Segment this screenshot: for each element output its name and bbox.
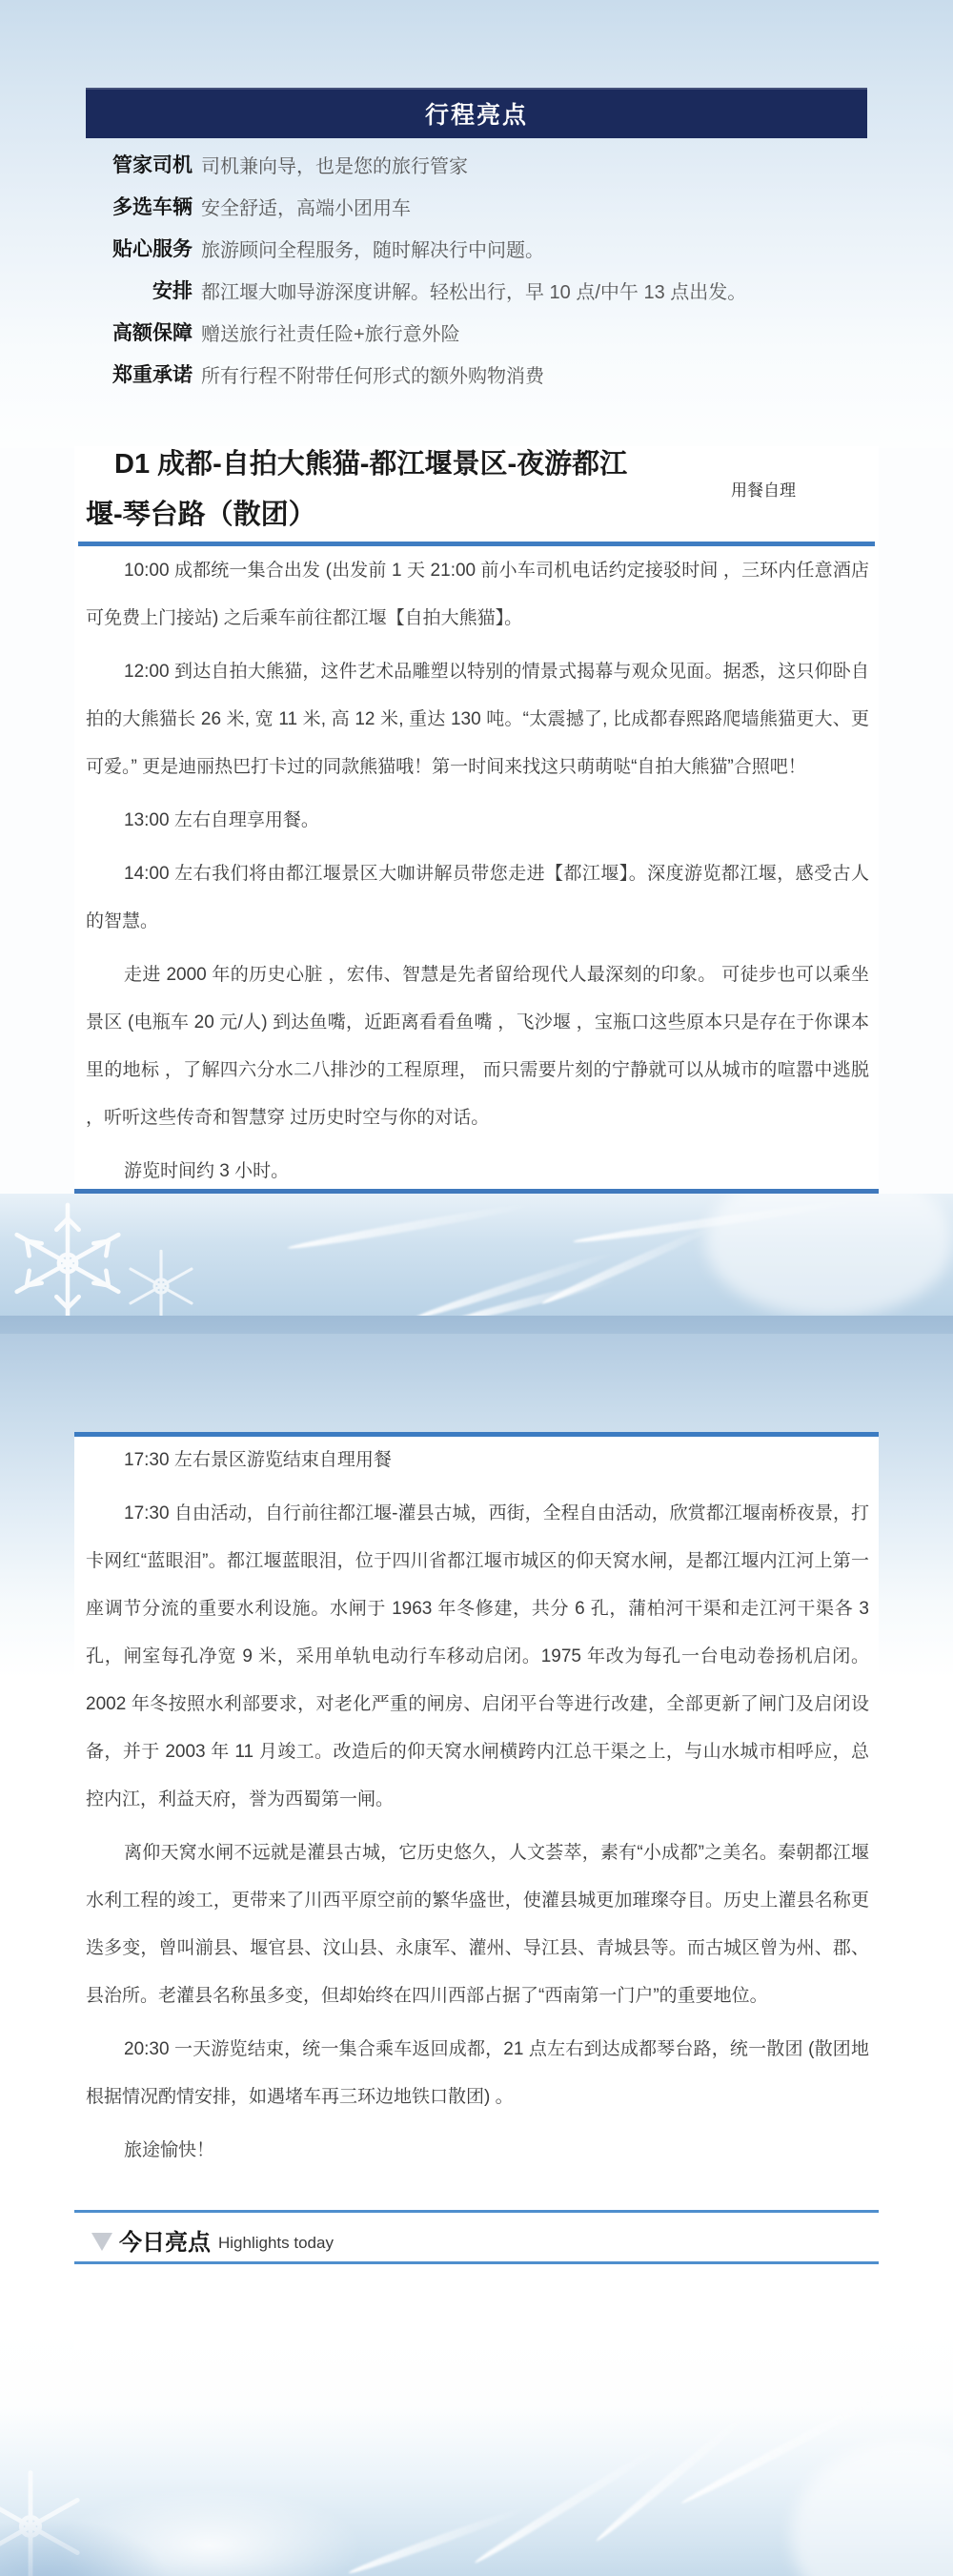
itinerary-paragraph: 游览时间约 3 小时。 xyxy=(124,1161,290,1181)
frost-feather xyxy=(347,2504,529,2576)
meal-note: 用餐自理 xyxy=(731,481,796,500)
banner-title: 行程亮点 xyxy=(424,101,528,129)
itinerary-paragraph: 13:00 左右自理享用餐。 xyxy=(124,810,319,830)
highlight-label: 管家司机 xyxy=(112,154,193,176)
highlight-row xyxy=(0,269,953,311)
highlight-desc: 赠送旅行社责任险+旅行意外险 xyxy=(201,323,460,345)
highlight-desc: 旅游顾问全程服务，随时解决行中问题。 xyxy=(201,239,544,261)
itinerary-paragraph: 10:00 成都统一集合出发 (出发前 1 天 21:00 前小车司机电话约定接驳时间 ，三环内任意酒店可免费上门接站) 之后乘车前往都江堰【自拍大熊猫】。 xyxy=(86,561,869,628)
snowflake-icon xyxy=(124,1249,198,1318)
snowflake-icon xyxy=(6,1201,130,1318)
triangle-down-icon xyxy=(91,2233,112,2251)
itinerary-paragraph: 离仰天窝水闸不远就是灌县古城，它历史悠久，人文荟萃，素有“小成都”之美名。秦朝都江堰水利工程的竣工，更带来了川西平原空前的繁华盛世，使灌县城更加璀璨夺目。历史上灌县名称更迭多变，曾叫湔县、堰官县、汶山县、永康军、灌州、导江县、青城县等。而古城区曾为州、郡、县治所。老灌县名称虽多变，但却始终在四川西部占据了“西南第一门户”的重要地位。 xyxy=(86,1843,869,2006)
frost-feather xyxy=(287,1200,533,1252)
page-divider-strip xyxy=(0,1316,953,1334)
today-highlights-top-line xyxy=(74,2210,879,2213)
day1-title xyxy=(86,440,753,541)
day1-title-line1: D1 成都-自拍大熊猫-都江堰景区-夜游都江 xyxy=(114,449,628,480)
day1-daytime-paragraphs xyxy=(86,547,869,1201)
frost-patch xyxy=(791,2441,953,2576)
highlights-list xyxy=(0,143,953,395)
highlight-label: 高额保障 xyxy=(112,322,193,344)
itinerary-paragraph: 17:30 左右景区游览结束自理用餐 xyxy=(124,1450,392,1470)
bottom-frost-band xyxy=(0,2326,953,2576)
highlight-desc: 安全舒适，高端小团用车 xyxy=(201,197,411,219)
highlight-label: 多选车辆 xyxy=(112,196,193,218)
itinerary-paragraph: 20:30 一天游览结束，统一集合乘车返回成都，21 点左右到达成都琴台路，统一散团 (散团地根据情况酌情安排，如遇堵车再三环边地铁口散团) 。 xyxy=(86,2039,869,2107)
day1-title-line2: 堰-琴台路（散团） xyxy=(86,500,316,530)
day1-evening-paragraphs xyxy=(86,1437,869,2180)
itinerary-paragraph: 走进 2000 年的历史心脏 ，宏伟、智慧是先者留给现代人最深刻的印象。 可徒步也可以乘坐景区 (电瓶车 20 元/人) 到达鱼嘴，近距离看看鱼嘴 ，飞沙堰 ，宝瓶口这些原本只是存在于你课本里的地标 ，了解四六分水二八排沙的工程原理， 而只需要片刻的宁静就可以从城市的喧嚣中逃脱 ，听听这些传奇和智慧穿 过历史时空与你的对话。 xyxy=(86,965,869,1128)
frost-band xyxy=(0,1194,953,1318)
farewell-text: 旅途愉快！ xyxy=(124,2140,215,2160)
highlight-desc: 司机兼向导，也是您的旅行管家 xyxy=(201,155,468,177)
today-highlights-header xyxy=(91,2223,334,2257)
itinerary-paragraph: 17:30 自由活动，自行前往都江堰-灌县古城，西街，全程自由活动，欣赏都江堰南桥夜景，打卡网红“蓝眼泪”。都江堰蓝眼泪，位于四川省都江堰市城区的仰天窝水闸，是都江堰内江河上第一座调节分流的重要水利设施。水闸于 1963 年冬修建，共分 6 孔，蒲柏河干渠和走江河干渠各 3 孔，闸室每孔净宽 9 米，采用单轨电动行车移动启闭。1975 年改为每孔一台电动卷扬机启闭。2002 年冬按照水利部要求，对老化严重的闸房、启闭平台等进行改建，全部更新了闸门及启闭设备，并于 2003 年 11 月竣工。改造后的仰天窝水闸横跨内江总干渠之上，与山水城市相呼应，总控内江，利益天府，誉为西蜀第一闸。 xyxy=(86,1503,869,1809)
evening-paragraph-list xyxy=(86,1437,869,2121)
today-highlights-subtitle: Highlights today xyxy=(218,2233,334,2252)
highlight-row xyxy=(0,185,953,227)
today-highlights-bottom-line xyxy=(74,2261,879,2264)
highlight-desc: 所有行程不附带任何形式的额外购物消费 xyxy=(201,365,544,387)
highlight-label: 郑重承诺 xyxy=(112,364,193,386)
highlight-row xyxy=(0,311,953,353)
itinerary-paragraph: 14:00 左右我们将由都江堰景区大咖讲解员带您走进【都江堰】。深度游览都江堰，感受古人的智慧。 xyxy=(86,864,869,931)
highlight-row xyxy=(0,353,953,395)
highlight-desc: 都江堰大咖导游深度讲解。轻松出行，早 10 点/中午 13 点出发。 xyxy=(201,281,747,303)
itinerary-highlights-banner xyxy=(86,88,867,138)
highlight-row xyxy=(0,143,953,185)
itinerary-paragraph: 12:00 到达自拍大熊猫，这件艺术品雕塑以特别的情景式揭幕与观众见面。据悉，这只仰卧自拍的大熊猫长 26 米, 宽 11 米, 高 12 米, 重达 130 吨。“太震撼了, 比成都春熙路爬墙熊猫更大、更可爱。” 更是迪丽热巴打卡过的同款熊猫哦！第一时间来找这只萌萌哒“自拍大熊猫”合照吧！ xyxy=(86,662,869,777)
today-highlights-title: 今日亮点 xyxy=(119,2230,211,2256)
frost-patch xyxy=(705,1194,953,1318)
highlight-row xyxy=(0,227,953,269)
highlight-label: 贴心服务 xyxy=(112,238,193,260)
highlight-label: 安排 xyxy=(152,280,193,302)
title-underline xyxy=(78,542,875,546)
